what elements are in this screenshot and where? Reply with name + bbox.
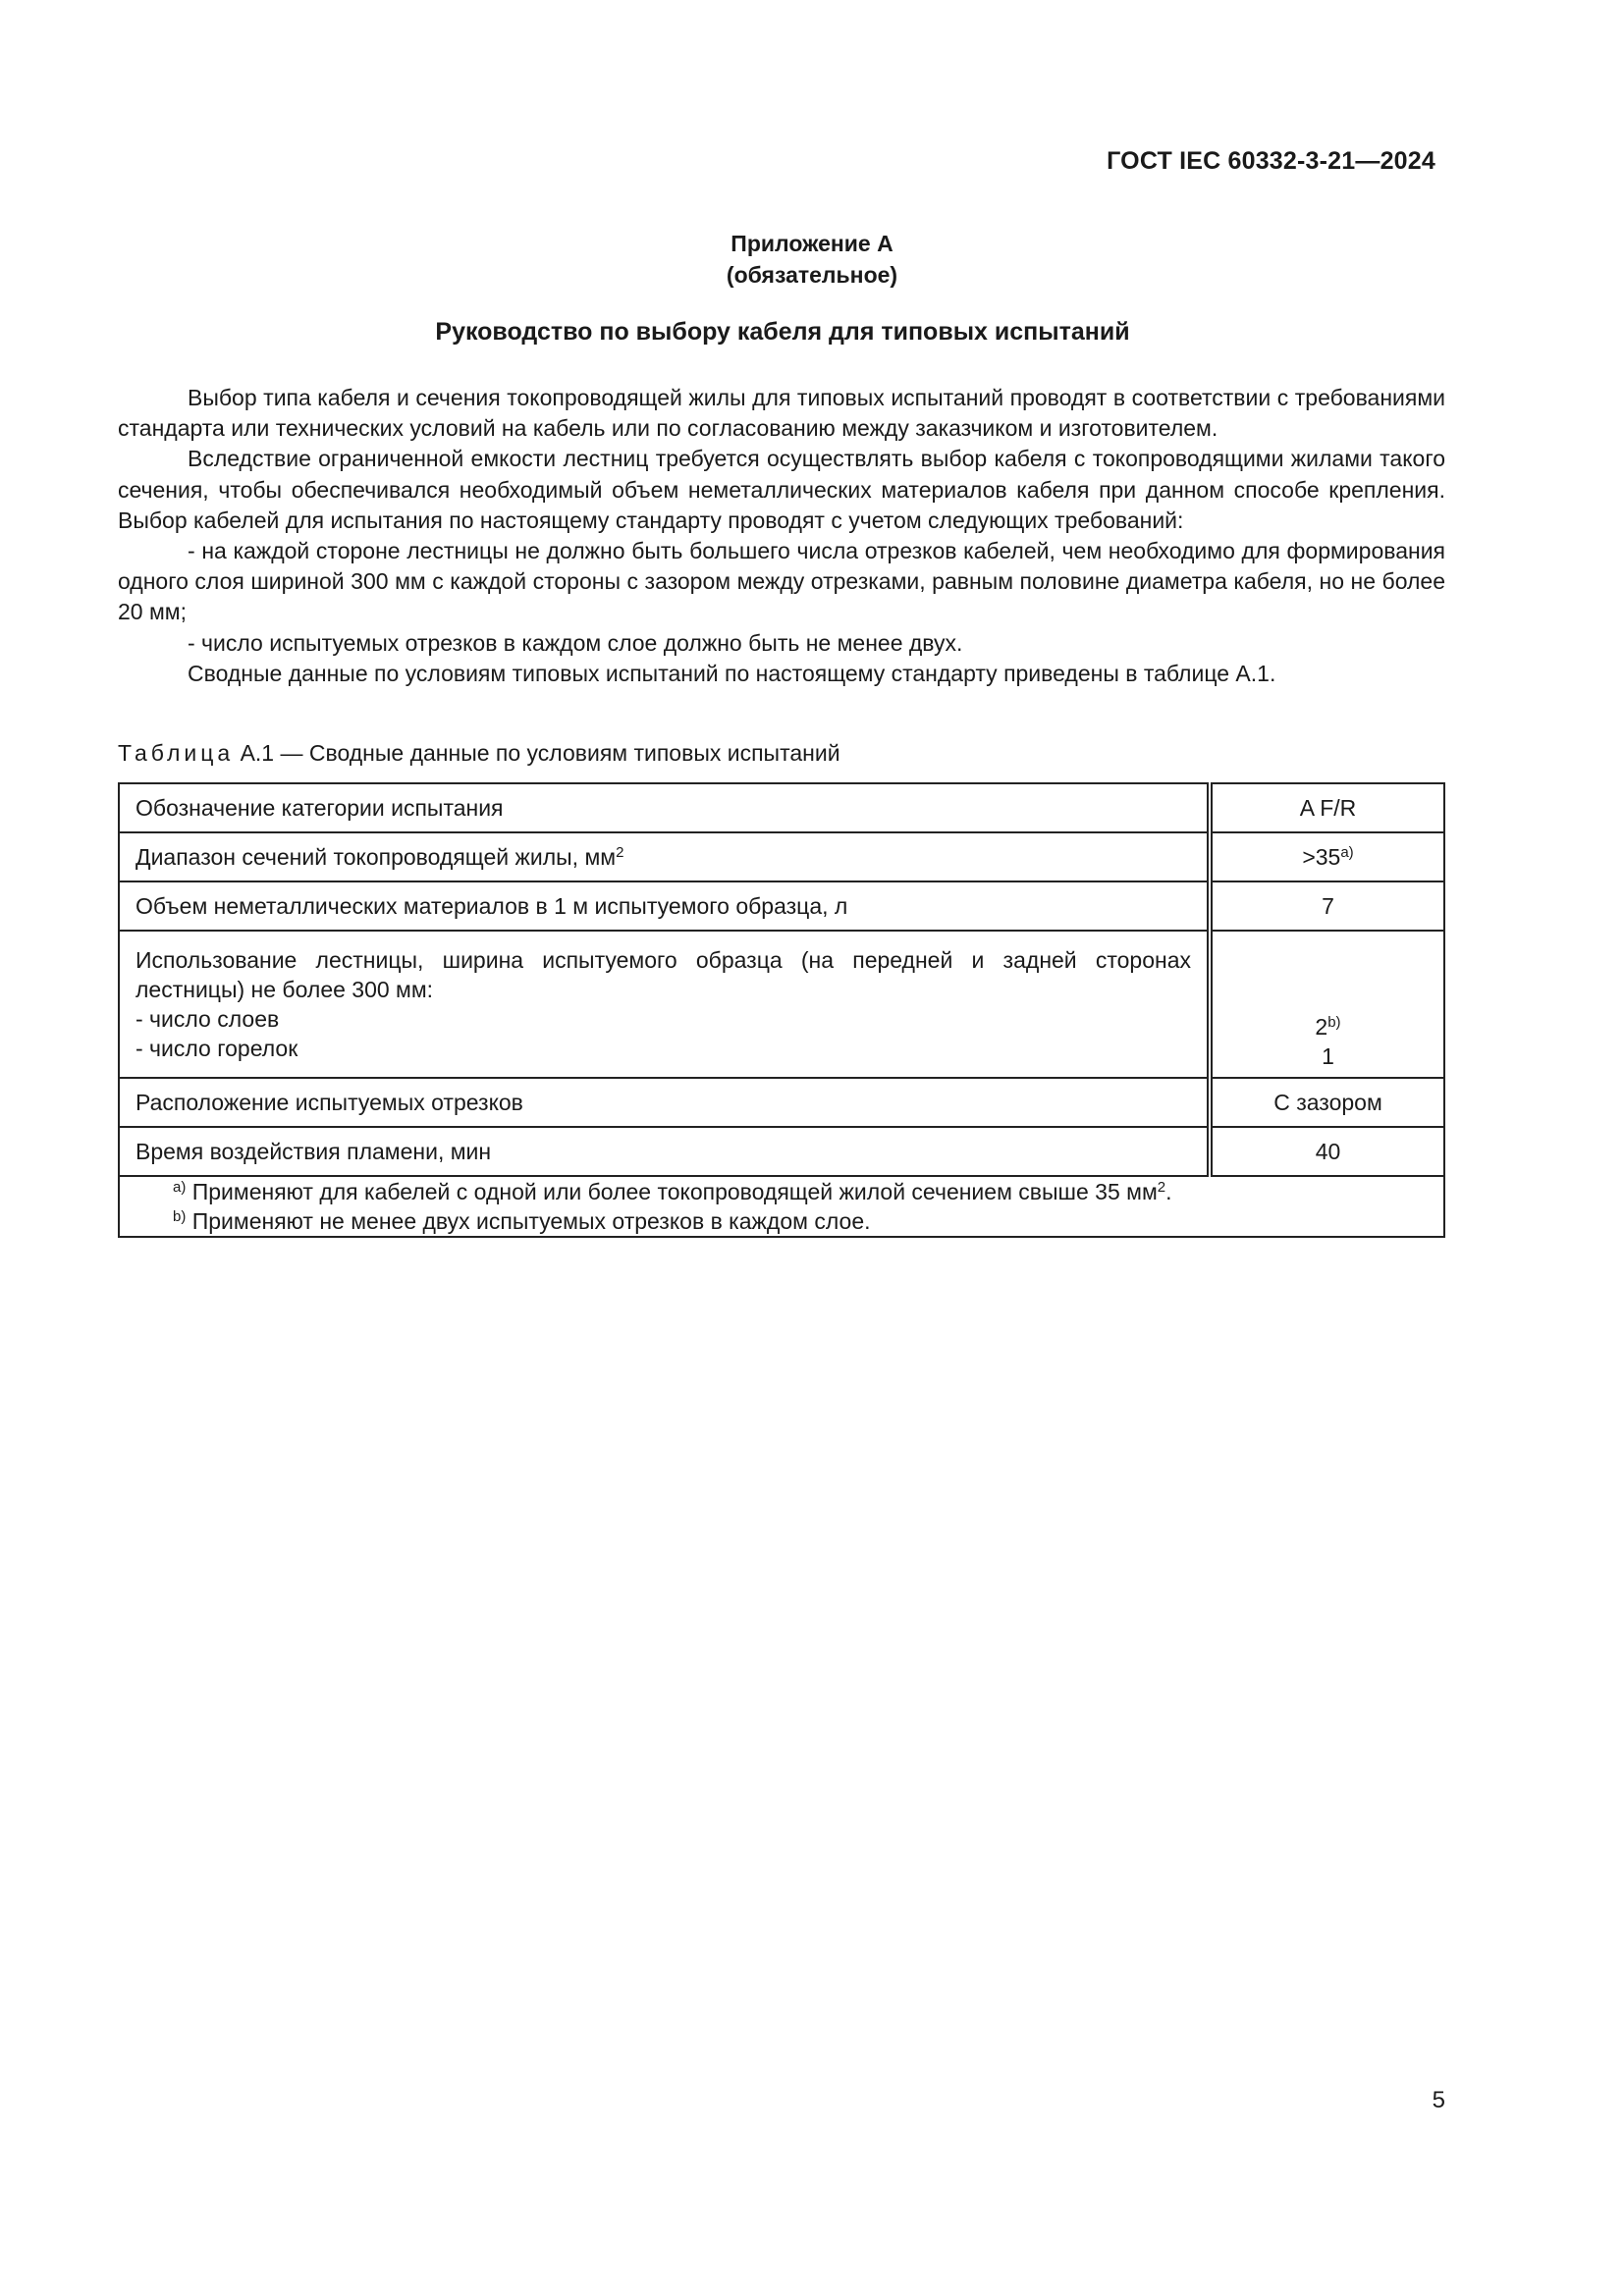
footnote-text: Применяют для кабелей с одной или более токопроводящей жилой сечением свыше 35 мм	[191, 1179, 1158, 1204]
layers-value-line	[1228, 1012, 1428, 1041]
body-text	[118, 383, 1445, 689]
table-caption-text: А.1 — Сводные данные по условиям типовых испытаний	[240, 740, 840, 766]
row-label-cell	[119, 832, 1210, 881]
test-conditions-table	[118, 782, 1445, 1238]
row-value: A F/R	[1210, 783, 1444, 832]
table-row	[119, 832, 1444, 881]
row-value-cell	[1210, 832, 1444, 881]
table-caption-word: Таблица	[118, 740, 235, 766]
page-number: 5	[1432, 2087, 1445, 2113]
list-item: - на каждой стороне лестницы не должно быть большего числа отрезков кабелей, чем необходимо для формирования одного слоя шириной 300 мм с каждой стороны с зазором между отрезками, равным половине диаметра кабеля, но не более 20 мм;	[118, 538, 1445, 625]
paragraph: Сводные данные по условиям типовых испытаний по настоящему стандарту приведены в таблице А.1.	[188, 660, 1276, 686]
row-value: 7	[1210, 881, 1444, 931]
row-label-cell	[119, 931, 1210, 1078]
list-item: - число испытуемых отрезков в каждом слое должно быть не менее двух.	[188, 629, 963, 656]
row-value: С зазором	[1210, 1078, 1444, 1127]
table-row	[119, 931, 1444, 1078]
footnote-ref: a)	[1340, 844, 1354, 861]
annex-heading	[0, 228, 1624, 291]
section-title: Руководство по выбору кабеля для типовых испытаний	[435, 318, 1130, 346]
footnote-mark: b)	[173, 1208, 187, 1225]
row-label: Диапазон сечений токопроводящей жилы, мм	[135, 844, 617, 870]
row-label: Объем неметаллических материалов в 1 м испытуемого образца, л	[119, 881, 1210, 931]
document-code: ГОСТ IEC 60332-3-21—2024	[1107, 147, 1435, 175]
footnote-b	[135, 1206, 1428, 1236]
row-value: 40	[1210, 1127, 1444, 1176]
footnote-end: .	[1165, 1179, 1172, 1204]
row-label: Расположение испытуемых отрезков	[119, 1078, 1210, 1127]
table-row	[119, 1127, 1444, 1176]
footnote-text: Применяют не менее двух испытуемых отрезков в каждом слое.	[191, 1208, 871, 1234]
table-row	[119, 1078, 1444, 1127]
row-label: Использование лестницы, ширина испытуемого образца (на передней и задней сторонах лестницы) не более 300 мм:	[135, 947, 1191, 1002]
table-footnotes-row	[119, 1176, 1444, 1237]
footnotes-cell	[119, 1176, 1444, 1237]
superscript: 2	[616, 844, 624, 861]
footnote-ref: b)	[1327, 1014, 1341, 1031]
paragraph: Вследствие ограниченной емкости лестниц требуется осуществлять выбор кабеля с токопроводящими жилами такого сечения, чтобы обеспечивался необходимый объем неметаллических материалов кабеля при данном способе крепления. Выбор кабелей для испытания по настоящему стандарту проводят с учетом следующих требований:	[118, 446, 1445, 533]
footnote-a	[135, 1177, 1428, 1206]
annex-status: (обязательное)	[726, 262, 898, 288]
row-label: Время воздействия пламени, мин	[119, 1127, 1210, 1176]
table-caption	[118, 740, 840, 767]
sub-label: - число горелок	[135, 1036, 298, 1061]
row-value-cell	[1210, 931, 1444, 1078]
row-value: 1	[1322, 1043, 1334, 1069]
table-row	[119, 783, 1444, 832]
row-value: >35	[1302, 844, 1341, 870]
superscript: 2	[1157, 1179, 1166, 1196]
table-row	[119, 881, 1444, 931]
paragraph: Выбор типа кабеля и сечения токопроводящей жилы для типовых испытаний проводят в соответствии с требованиями стандарта или технических условий на кабель или по согласованию между заказчиком и изготовителем.	[118, 385, 1445, 442]
sub-label: - число слоев	[135, 1006, 280, 1032]
row-value: 2	[1315, 1014, 1328, 1040]
footnote-mark: a)	[173, 1179, 187, 1196]
annex-title: Приложение А	[731, 231, 893, 256]
row-label: Обозначение категории испытания	[119, 783, 1210, 832]
